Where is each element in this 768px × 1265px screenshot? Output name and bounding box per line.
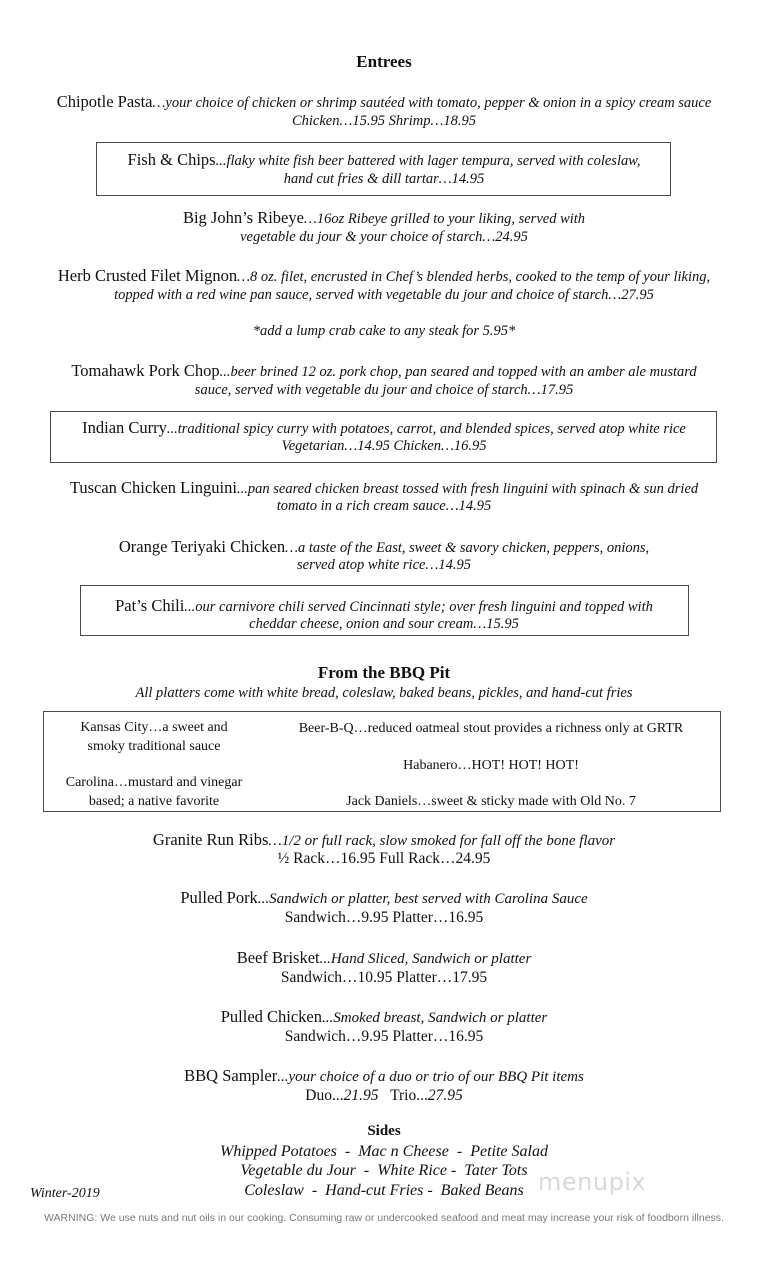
item-prices: ½ Rack…16.95 Full Rack…24.95	[277, 850, 491, 867]
duo-label: Duo...	[305, 1087, 344, 1104]
sauce-text: based; a native favorite	[88, 794, 220, 809]
item-name: Pat’s Chili	[115, 596, 185, 615]
bbq-item-pulled-chicken	[0, 1007, 768, 1028]
item-name: Big John’s Ribeye	[182, 208, 304, 227]
item-description: ...Hand Sliced, Sandwich or platter	[319, 951, 532, 967]
menu-item-fish-chips	[0, 150, 768, 171]
item-prices: Vegetarian…14.95 Chicken…16.95	[281, 438, 487, 454]
duo-price: 21.95	[343, 1087, 379, 1104]
item-name: Chipotle Pasta	[56, 92, 153, 111]
item-description-cont: sauce, served with vegetable du jour and choice of starch…17.95	[194, 382, 574, 398]
item-prices: Sandwich…9.95 Platter…16.95	[284, 1028, 484, 1045]
menu-item-indian-curry	[0, 418, 768, 439]
item-name: Tomahawk Pork Chop	[71, 361, 220, 380]
item-description: …16oz Ribeye grilled to your liking, served with	[303, 211, 586, 227]
trio-price: 27.95	[427, 1087, 463, 1104]
item-description: ...beer brined 12 oz. pork chop, pan seared and topped with an amber ale mustard	[219, 364, 697, 380]
sauce-text: Carolina…mustard and vinegar	[65, 775, 243, 790]
item-description: …8 oz. filet, encrusted in Chef’s blended herbs, cooked to the temp of your liking,	[237, 269, 711, 285]
sauce-kansas-city	[44, 718, 264, 756]
sides-line: Vegetable du Jour - White Rice - Tater Tots	[240, 1162, 528, 1179]
bbq-item-brisket	[0, 948, 768, 969]
sides-line: Coleslaw - Hand-cut Fries - Baked Beans	[244, 1182, 524, 1199]
item-prices: Sandwich…10.95 Platter…17.95	[280, 969, 488, 986]
item-name: Indian Curry	[82, 418, 167, 437]
item-description: ...your choice of a duo or trio of our BBQ Pit items	[277, 1069, 584, 1085]
item-name: Herb Crusted Filet Mignon	[57, 266, 238, 285]
item-description: ...flaky white fish beer battered with lager tempura, served with coleslaw,	[215, 153, 641, 169]
item-name: Tuscan Chicken Linguini	[69, 478, 237, 497]
sauce-carolina	[44, 773, 264, 811]
bbq-subtitle: All platters come with white bread, coleslaw, baked beans, pickles, and hand-cut fries	[135, 685, 633, 701]
menu-item-pats-chili	[0, 596, 768, 617]
watermark-logo: menupix	[538, 1168, 647, 1196]
item-description: …1/2 or full rack, slow smoked for fall off the bone flavor	[268, 833, 616, 849]
sauce-text: Kansas City…a sweet and	[80, 720, 228, 735]
menu-item-filet-mignon	[0, 266, 768, 287]
item-description: …a taste of the East, sweet & savory chicken, peppers, onions,	[285, 540, 650, 556]
sides-line: Whipped Potatoes - Mac n Cheese - Petite Salad	[220, 1143, 548, 1160]
sauce-beer-b-q: Beer-B-Q…reduced oatmeal stout provides a richness only at GRTR	[298, 721, 684, 736]
allergy-warning: WARNING: We use nuts and nut oils in our cooking. Consuming raw or undercooked seafood and meat may increase your risk of foodborn illness.	[44, 1212, 724, 1224]
bbq-item-ribs	[0, 830, 768, 851]
item-name: Fish & Chips	[127, 150, 216, 169]
item-name: BBQ Sampler	[184, 1066, 278, 1085]
item-name: Granite Run Ribs	[152, 830, 269, 849]
item-description-cont: cheddar cheese, onion and sour cream…15.95	[249, 616, 519, 632]
item-description: ...our carnivore chili served Cincinnati style; over fresh linguini and topped with	[184, 599, 653, 615]
menu-item-chipotle-pasta	[0, 92, 768, 113]
menu-item-tuscan-linguini	[0, 478, 768, 499]
bbq-heading: From the BBQ Pit	[317, 663, 451, 682]
item-name: Beef Brisket	[236, 948, 320, 967]
item-description-cont: topped with a red wine pan sauce, served with vegetable du jour and choice of starch…27.95	[114, 287, 654, 303]
item-description: ...pan seared chicken breast tossed with fresh linguini with spinach & sun dried	[236, 481, 699, 497]
menu-item-teriyaki-chicken	[0, 537, 768, 558]
sauce-text: smoky traditional sauce	[87, 739, 221, 754]
item-description: ...Sandwich or platter, best served with Carolina Sauce	[257, 891, 588, 907]
item-description-cont: tomato in a rich cream sauce…14.95	[276, 498, 492, 514]
bbq-item-pulled-pork	[0, 888, 768, 909]
steak-addon-note: *add a lump crab cake to any steak for 5.95*	[252, 323, 516, 339]
item-name: Pulled Pork	[180, 888, 258, 907]
sauce-habanero: Habanero…HOT! HOT! HOT!	[403, 758, 579, 773]
menu-item-pork-chop	[0, 361, 768, 382]
sides-heading: Sides	[367, 1123, 401, 1139]
item-prices	[0, 1086, 768, 1105]
bbq-item-sampler	[0, 1066, 768, 1087]
season-label: Winter-2019	[30, 1186, 100, 1201]
item-prices: Chicken…15.95 Shrimp…18.95	[291, 113, 477, 129]
item-description: ...traditional spicy curry with potatoes, carrot, and blended spices, served atop white rice	[166, 421, 686, 437]
item-prices: Sandwich…9.95 Platter…16.95	[284, 909, 484, 926]
menu-item-ribeye	[0, 208, 768, 229]
item-description: …your choice of chicken or shrimp sautéed with tomato, pepper & onion in a spicy cream sauce	[152, 95, 712, 111]
item-name: Orange Teriyaki Chicken	[118, 537, 286, 556]
item-description-cont: served atop white rice…14.95	[297, 557, 471, 573]
entrees-heading: Entrees	[356, 52, 412, 71]
trio-label: Trio...	[390, 1087, 428, 1104]
item-description-cont: vegetable du jour & your choice of starch…24.95	[240, 229, 528, 245]
item-name: Pulled Chicken	[220, 1007, 322, 1026]
sauce-jack-daniels: Jack Daniels…sweet & sticky made with Old No. 7	[346, 794, 636, 809]
item-description: ...Smoked breast, Sandwich or platter	[322, 1010, 548, 1026]
item-description-cont: hand cut fries & dill tartar…14.95	[283, 171, 485, 187]
